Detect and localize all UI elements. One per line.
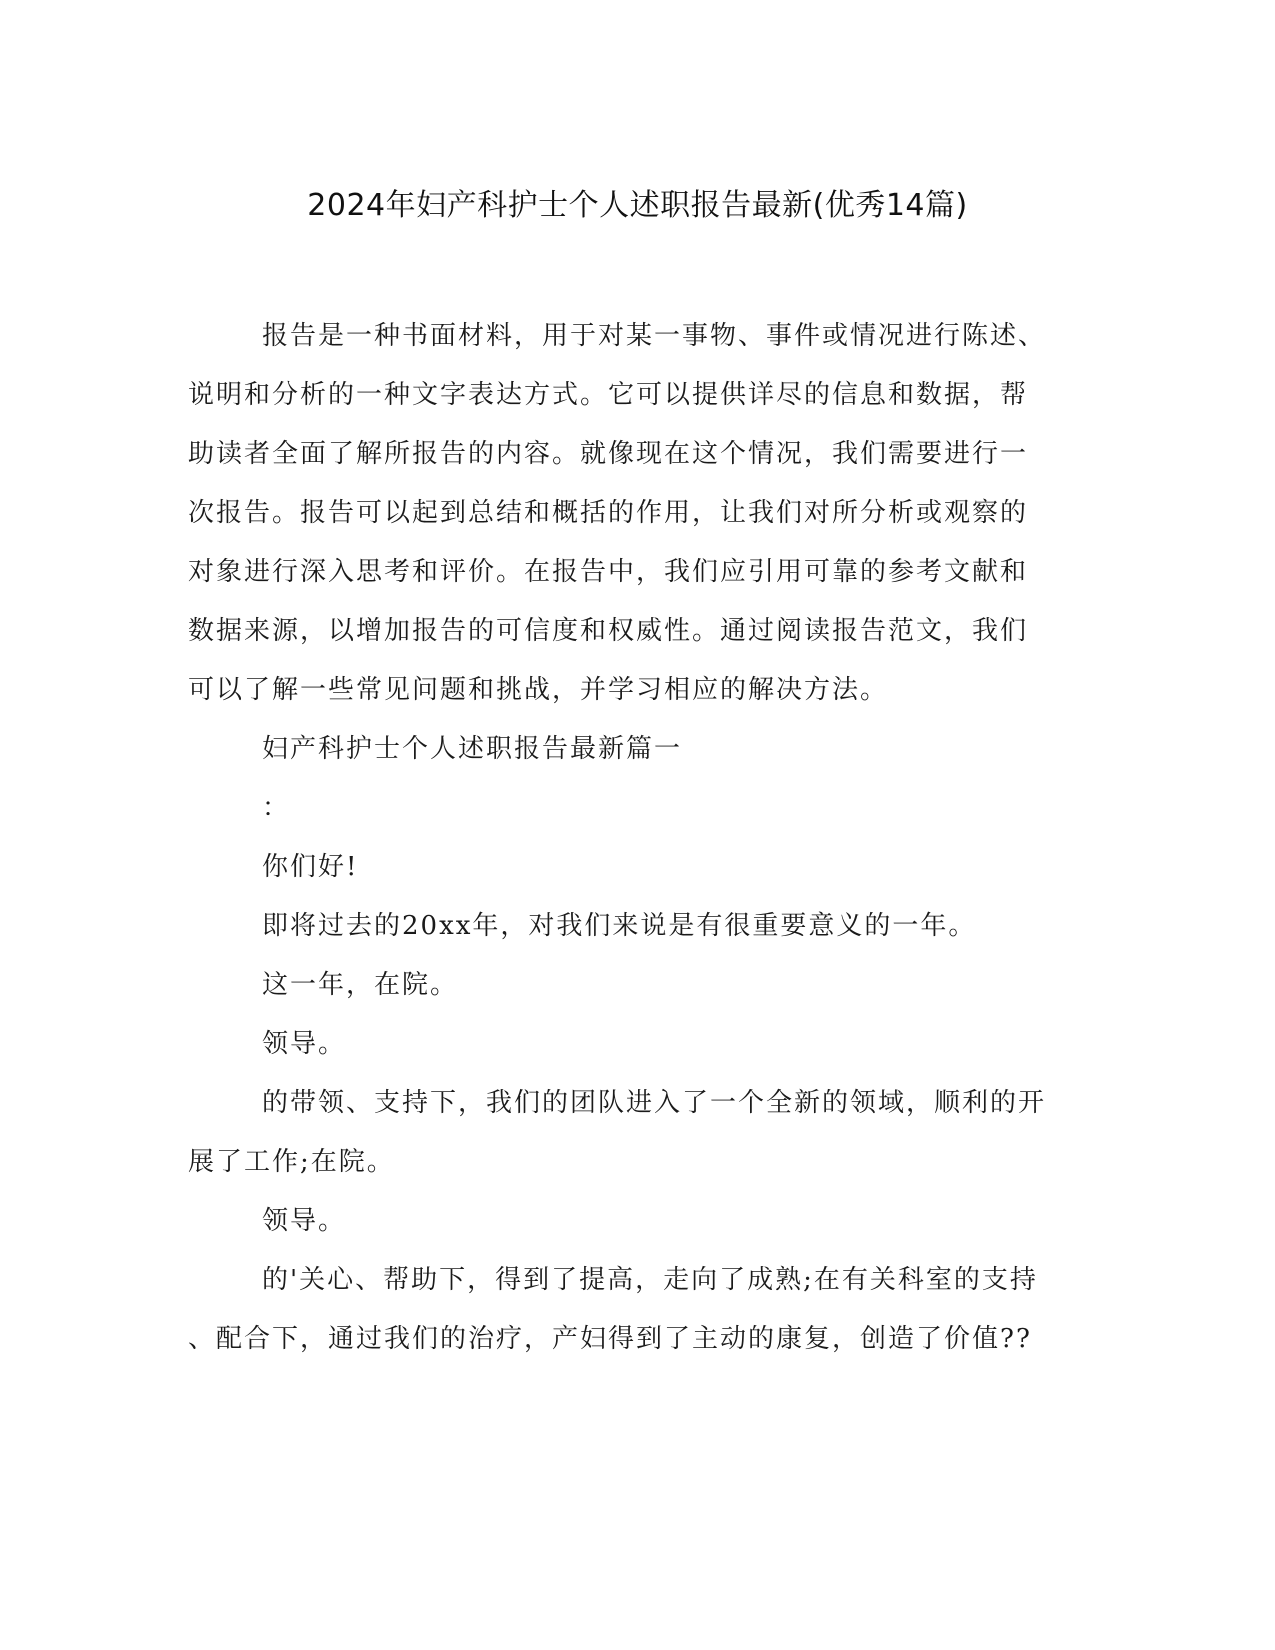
paragraph-line: 领导。 [262, 1029, 347, 1059]
paragraph-line: 即将过去的20xx年，对我们来说是有很重要意义的一年。 [262, 911, 977, 941]
section-heading: 妇产科护士个人述职报告最新篇一 [262, 734, 683, 764]
paragraph-line: 领导。 [262, 1206, 347, 1236]
paragraph-line: 、配合下，通过我们的治疗，产妇得到了主动的康复，创造了价值?? [188, 1324, 1032, 1354]
paragraph-line: 展了工作;在院。 [188, 1147, 395, 1177]
paragraph-line: 的带领、支持下，我们的团队进入了一个全新的领域，顺利的开 [262, 1088, 1047, 1118]
paragraph-line: 数据来源，以增加报告的可信度和权威性。通过阅读报告范文，我们 [188, 616, 1029, 646]
paragraph-line: 的'关心、帮助下，得到了提高，走向了成熟;在有关科室的支持 [262, 1265, 1038, 1295]
paragraph-line: 次报告。报告可以起到总结和概括的作用，让我们对所分析或观察的 [188, 498, 1029, 528]
paragraph-line: 这一年，在院。 [262, 970, 459, 1000]
paragraph-line: 对象进行深入思考和评价。在报告中，我们应引用可靠的参考文献和 [188, 557, 1029, 587]
paragraph-line: 说明和分析的一种文字表达方式。它可以提供详尽的信息和数据，帮 [188, 380, 1029, 410]
document-title: 2024年妇产科护士个人述职报告最新(优秀14篇) [307, 188, 968, 223]
greeting: 你们好! [262, 852, 359, 882]
paragraph-line: 可以了解一些常见问题和挑战，并学习相应的解决方法。 [188, 675, 889, 705]
salutation-colon: ： [262, 793, 291, 823]
paragraph-line: 报告是一种书面材料，用于对某一事物、事件或情况进行陈述、 [262, 321, 1047, 351]
paragraph-line: 助读者全面了解所报告的内容。就像现在这个情况，我们需要进行一 [188, 439, 1029, 469]
